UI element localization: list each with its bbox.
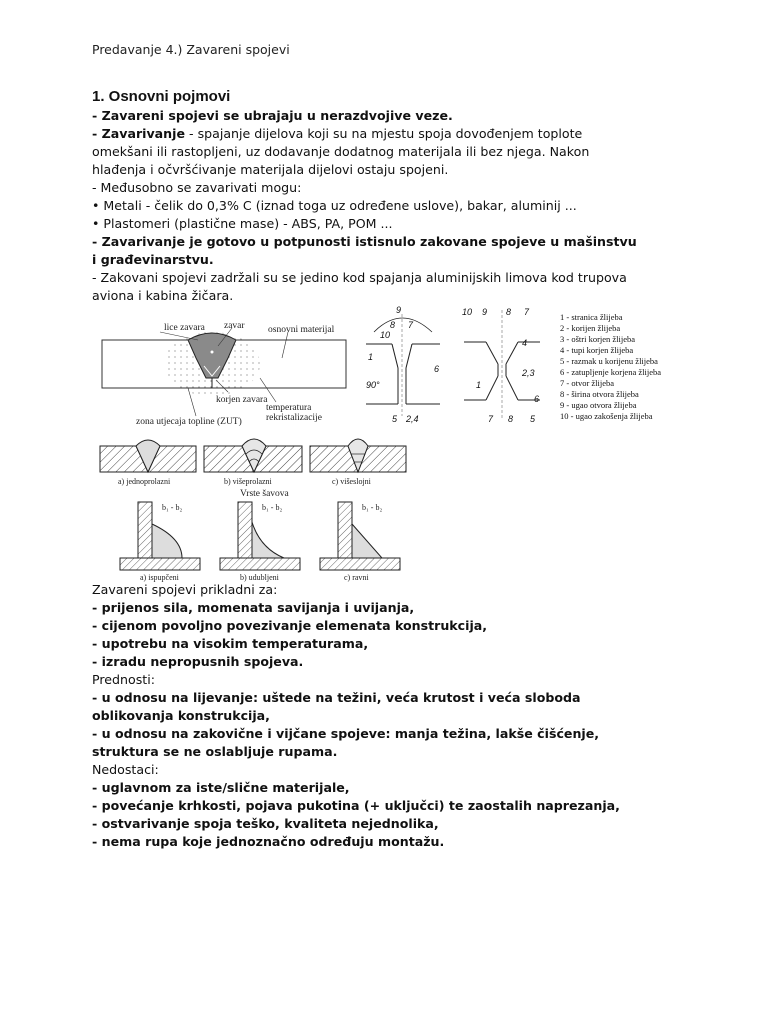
dim-6: 6 <box>434 364 440 374</box>
groove-legend <box>560 312 678 422</box>
label-rekristalizacije: rekristalizacije <box>266 413 322 423</box>
dim-2-4: 2,4 <box>406 414 419 424</box>
intro-line-3: - Međusobno se zavarivati mogu: <box>92 180 302 195</box>
label-korjen-zavara: korjen zavara <box>216 395 268 405</box>
intro-bullet-2: • Plastomeri (plastične mase) - ABS, PA, POM ... <box>92 216 393 231</box>
x-dim-10: 10 <box>462 307 473 317</box>
uses-item: - izradu nepropusnih spojeva. <box>92 654 304 669</box>
dim-10: 10 <box>380 330 391 340</box>
label-udubljeni: b) udubljeni <box>240 573 279 582</box>
intro-line-1: - Zavareni spojevi se ubrajaju u nerazdvojive veze. <box>92 108 453 123</box>
groove-dimension-figure <box>356 304 452 426</box>
legend-item: 6 - zatupljenje korjena žlijeba <box>560 367 662 377</box>
dim-7: 7 <box>408 320 414 330</box>
x-dim-1: 1 <box>476 380 482 390</box>
pros-title: Prednosti: <box>92 672 155 687</box>
label-zut: zona utjecaja topline (ZUT) <box>136 417 242 427</box>
intro-bullet-1: • Metali - čelik do 0,3% C (iznad toga uz određene uslove), bakar, aluminij ... <box>92 198 577 213</box>
dim-8: 8 <box>390 320 396 330</box>
x-dim-5: 5 <box>530 414 536 424</box>
x-dim-9: 9 <box>482 307 488 317</box>
intro-line-5: - Zakovani spojevi zadržali su se jedino kod spajanja aluminijskih limova kod trupova aviona i kabina žičara. <box>92 270 627 303</box>
legend-item: 2 - korijen žlijeba <box>560 323 621 333</box>
cons-title: Nedostaci: <box>92 762 159 777</box>
x-dim-2-3: 2,3 <box>522 368 535 378</box>
legend-item: 10 - ugao zakošenja žlijeba <box>560 411 653 421</box>
section-title: 1. Osnovni pojmovi <box>92 88 231 105</box>
dim-90-deg: 90° <box>366 380 380 390</box>
weld-pass-types-figure <box>96 432 408 500</box>
label-ispupceni: a) ispupčeni <box>140 573 179 582</box>
legend-item: 1 - stranica žlijeba <box>560 312 623 322</box>
cons-item: - ostvarivanje spoja teško, kvaliteta nejednolika, <box>92 816 439 831</box>
x-dim-4: 4 <box>522 338 528 348</box>
dim-5: 5 <box>392 414 398 424</box>
dim-a: b₁ - b₂ <box>162 503 183 512</box>
pros-item: - u odnosu na lijevanje: uštede na težini, veća krutost i veća sloboda oblikovanja konstrukcija, <box>92 690 581 723</box>
intro-block <box>92 107 642 305</box>
x-groove-figure <box>458 306 546 426</box>
label-osnovni-materijal: osnovni materijal <box>268 325 335 335</box>
intro-line-2-rest: - spajanje dijelova koji su na mjestu spoja dovođenjem toplote omekšani ili rastopljeni, uz dodavanje dodatnog materijala ili bez njega. Nakon hlađenja i očvršćivanje materijala dijelovi ostaju spojeni. <box>92 126 590 177</box>
legend-item: 4 - tupi korjen žlijeba <box>560 345 634 355</box>
weld-cross-section-figure <box>100 318 348 428</box>
pros-item: - u odnosu na zakovične i vijčane spojeve: manja težina, lakše čišćenje, struktura se ne oslabljuje rupama. <box>92 726 600 759</box>
intro-line-4: - Zavarivanje je gotovo u potpunosti istisnulo zakovane spojeve u mašinstvu i građevinarstvu. <box>92 234 637 267</box>
legend-item: 5 - razmak u korijenu žlijeba <box>560 356 658 366</box>
x-dim-8b: 8 <box>508 414 514 424</box>
label-zavar: zavar <box>224 321 245 331</box>
label-temperatura: temperatura <box>266 403 312 413</box>
uses-item: - prijenos sila, momenata savijanja i uvijanja, <box>92 600 415 615</box>
uses-block <box>92 581 642 851</box>
legend-item: 7 - otvor žlijeba <box>560 378 615 388</box>
page-header: Predavanje 4.) Zavareni spojevi <box>92 42 290 57</box>
dim-1: 1 <box>368 352 374 362</box>
cons-item: - nema rupa koje jednoznačno određuju montažu. <box>92 834 445 849</box>
uses-title: Zavareni spojevi prikladni za: <box>92 582 278 597</box>
label-lice-zavara: lice zavara <box>164 323 205 333</box>
cons-item: - uglavnom za iste/slične materijale, <box>92 780 350 795</box>
uses-item: - cijenom povoljno povezivanje elemenata konstrukcija, <box>92 618 488 633</box>
dim-b: b₁ - b₂ <box>262 503 283 512</box>
fillet-weld-shapes-figure <box>116 498 416 582</box>
intro-line-2-bold: - Zavarivanje <box>92 126 186 141</box>
cons-item: - povećanje krhkosti, pojava pukotina (+ uključci) te zaostalih naprezanja, <box>92 798 620 813</box>
label-viseprolazni: b) višeprolazni <box>224 477 272 486</box>
x-dim-7b: 7 <box>488 414 494 424</box>
x-dim-6: 6 <box>534 394 540 404</box>
legend-item: 9 - ugao otvora žlijeba <box>560 400 637 410</box>
label-visesolojni: c) višeslojni <box>332 477 371 486</box>
intro-line-2 <box>92 125 642 179</box>
uses-item: - upotrebu na visokim temperaturama, <box>92 636 369 651</box>
label-jednoprolazni: a) jednoprolazni <box>118 477 171 486</box>
x-dim-8: 8 <box>506 307 512 317</box>
legend-item: 3 - oštri korjen žlijeba <box>560 334 636 344</box>
label-vrste-savova: Vrste šavova <box>240 489 289 499</box>
dim-9: 9 <box>396 305 402 315</box>
legend-item: 8 - širina otvora žlijeba <box>560 389 639 399</box>
x-dim-7: 7 <box>524 307 530 317</box>
dim-c: b₁ - b₂ <box>362 503 383 512</box>
label-ravni: c) ravni <box>344 573 369 582</box>
